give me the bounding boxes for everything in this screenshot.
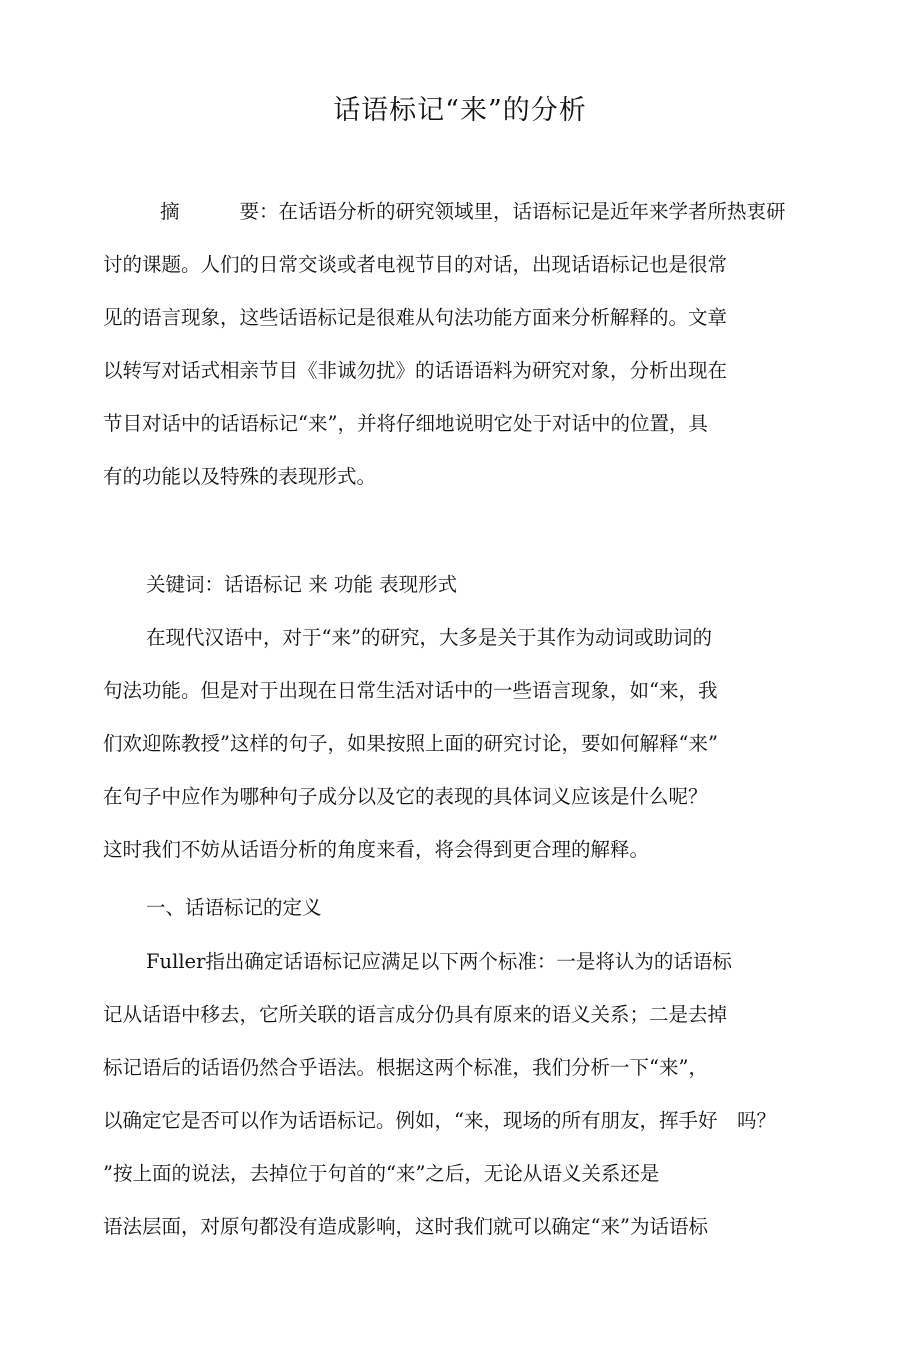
body-line: 以确定它是否可以作为话语标记。例如，“来，现场的所有朋友，挥手好 吗？ — [103, 1109, 776, 1132]
body-line: Fuller指出确定话语标记应满足以下两个标准：一是将认为的话语标 — [146, 950, 732, 973]
abstract-line: 讨的课题。人们的日常交谈或者电视节目的对话，出现话语标记也是很常 — [103, 253, 728, 276]
abstract-label-a: 摘 — [160, 200, 180, 223]
abstract-line — [160, 199, 786, 225]
abstract-line: 有的功能以及特殊的表现形式。 — [103, 465, 377, 488]
section-heading: 一、话语标记的定义 — [146, 896, 322, 919]
document-title: 话语标记“来”的分析 — [333, 95, 587, 126]
intro-line: 在句子中应作为哪种句子成分以及它的表现的具体词义应该是什么呢？ — [103, 785, 708, 808]
intro-line: 这时我们不妨从话语分析的角度来看，将会得到更合理的解释。 — [103, 838, 650, 861]
body-line: 记从话语中移去，它所关联的语言成分仍具有原来的语义关系；二是去掉 — [103, 1003, 728, 1026]
abstract-line: 以转写对话式相亲节目《非诚勿扰》的话语语料为研究对象，分析出现在 — [103, 359, 728, 382]
abstract-line: 节目对话中的话语标记“来”，并将仔细地说明它处于对话中的位置，具 — [103, 412, 708, 435]
intro-line: 句法功能。但是对于出现在日常生活对话中的一些语言现象，如“来，我 — [103, 679, 718, 702]
body-line: 语法层面，对原句都没有造成影响，这时我们就可以确定“来”为话语标 — [103, 1215, 708, 1238]
intro-line: 在现代汉语中，对于“来”的研究，大多是关于其作为动词或助词的 — [146, 626, 712, 649]
abstract-label-b: 要： — [239, 200, 279, 223]
abstract-text: 在话语分析的研究领域里，话语标记是近年来学者所热衷研 — [278, 200, 786, 223]
body-line: ”按上面的说法，去掉位于句首的“来”之后，无论从语义关系还是 — [103, 1162, 660, 1185]
body-line: 标记语后的话语仍然合乎语法。根据这两个标准，我们分析一下“来”， — [103, 1056, 708, 1079]
intro-line: 们欢迎陈教授”这样的句子，如果按照上面的研究讨论，要如何解释“来” — [103, 732, 718, 755]
abstract-line: 见的语言现象，这些话语标记是很难从句法功能方面来分析解释的。文章 — [103, 306, 728, 329]
keywords: 关键词：话语标记 来 功能 表现形式 — [146, 573, 458, 596]
